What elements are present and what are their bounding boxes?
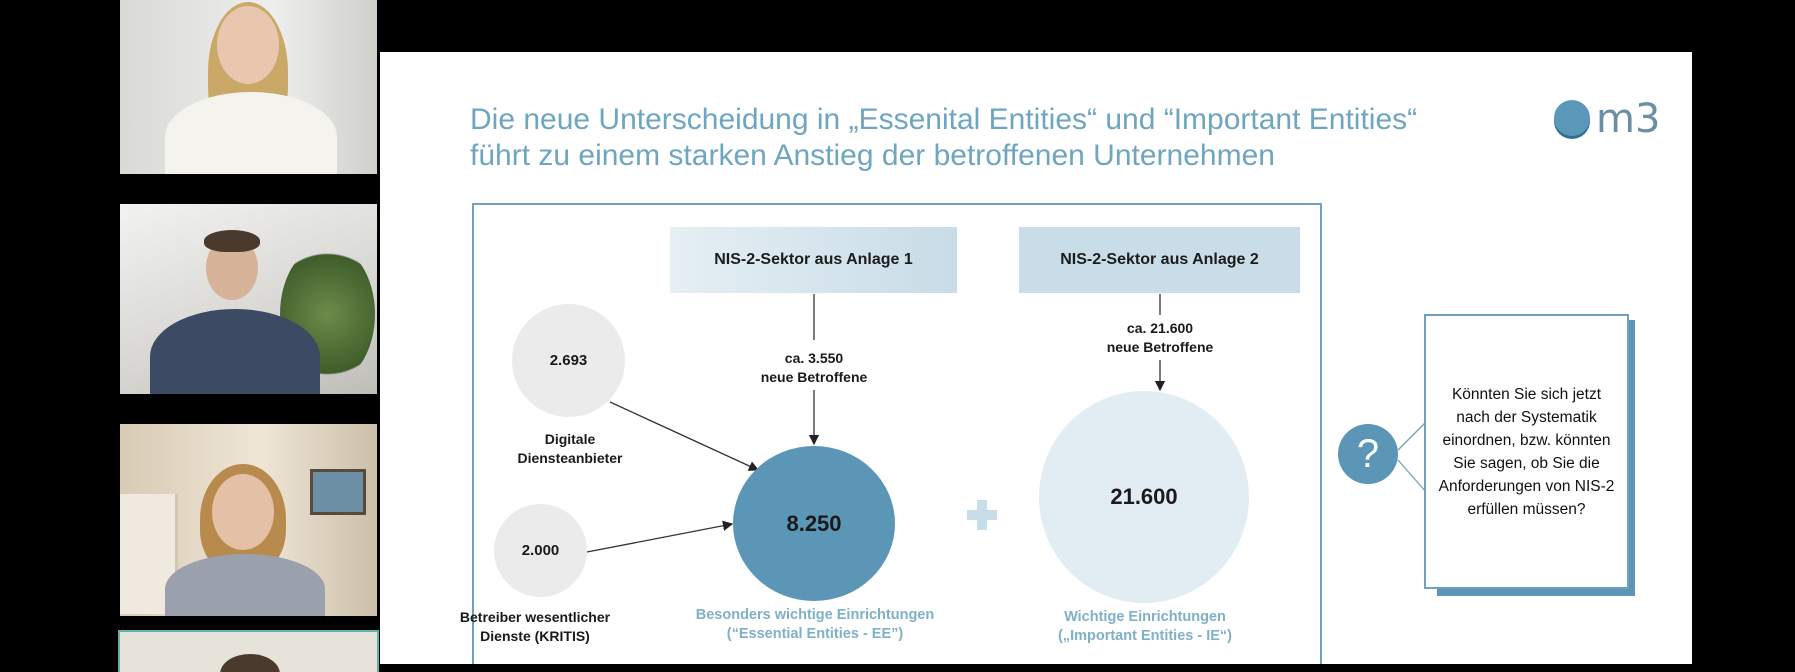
- sector2-note-line2: neue Betroffene: [1106, 339, 1214, 355]
- digital-label-line1: Digitale: [544, 431, 596, 447]
- kritis-label: [430, 608, 640, 646]
- kritis-label-line1: Betreiber wesentlicher: [459, 609, 611, 625]
- digital-label: [480, 430, 660, 468]
- important-entities-label: [1035, 608, 1255, 646]
- important-entities-circle: 21.600: [1039, 391, 1249, 603]
- sector2-note: [1090, 319, 1230, 357]
- digital-circle: 2.693: [512, 304, 625, 417]
- sector1-note: [744, 349, 884, 387]
- essential-entities-circle: 8.250: [733, 446, 895, 601]
- ee-label-line1: Besonders wichtige Einrichtungen: [695, 607, 935, 623]
- sector1-box: NIS-2-Sektor aus Anlage 1: [670, 227, 957, 293]
- ee-label-line2: (“Essential Entities - EE”): [726, 626, 904, 642]
- question-box: [1424, 314, 1629, 589]
- sector2-note-line1: ca. 21.600: [1126, 320, 1194, 336]
- shared-slide: [380, 52, 1692, 664]
- connector-bottom: [1398, 460, 1426, 492]
- sector1-note-line2: neue Betroffene: [760, 369, 868, 385]
- slide-title-line2: führt zu einem starken Anstieg der betroffenen Unternehmen: [470, 139, 1275, 172]
- logo-text: m3: [1596, 96, 1661, 142]
- kritis-circle: 2.000: [494, 504, 587, 597]
- participant-video-tile[interactable]: [120, 204, 377, 394]
- participant-video-tile[interactable]: [120, 632, 377, 672]
- plus-icon: [967, 500, 997, 530]
- question-text: Könnten Sie sich jetzt nach der Systematik einordnen, bzw. könnten Sie sagen, ob Sie die Anforderungen von NIS-2 erfüllen müssen?: [1438, 385, 1615, 518]
- arrow-kritis: [587, 524, 732, 552]
- ie-label-line1: Wichtige Einrichtungen: [1064, 609, 1226, 625]
- digital-label-line2: Diensteanbieter: [517, 450, 623, 466]
- connector-top: [1398, 422, 1426, 450]
- participant-video-tile[interactable]: [120, 0, 377, 174]
- participant-video-tile[interactable]: [120, 424, 377, 616]
- sector1-note-line1: ca. 3.550: [784, 350, 844, 366]
- slide-title-line1: Die neue Unterscheidung in „Essenital Entities“ und “Important Entities“: [470, 103, 1418, 136]
- sector2-box: NIS-2-Sektor aus Anlage 2: [1019, 227, 1300, 293]
- participant-sidebar: [0, 0, 380, 664]
- question-icon: ?: [1338, 424, 1398, 484]
- ie-label-line2: („Important Entities - IE“): [1058, 628, 1232, 644]
- essential-entities-label: [680, 606, 950, 644]
- kritis-label-line2: Dienste (KRITIS): [480, 628, 590, 644]
